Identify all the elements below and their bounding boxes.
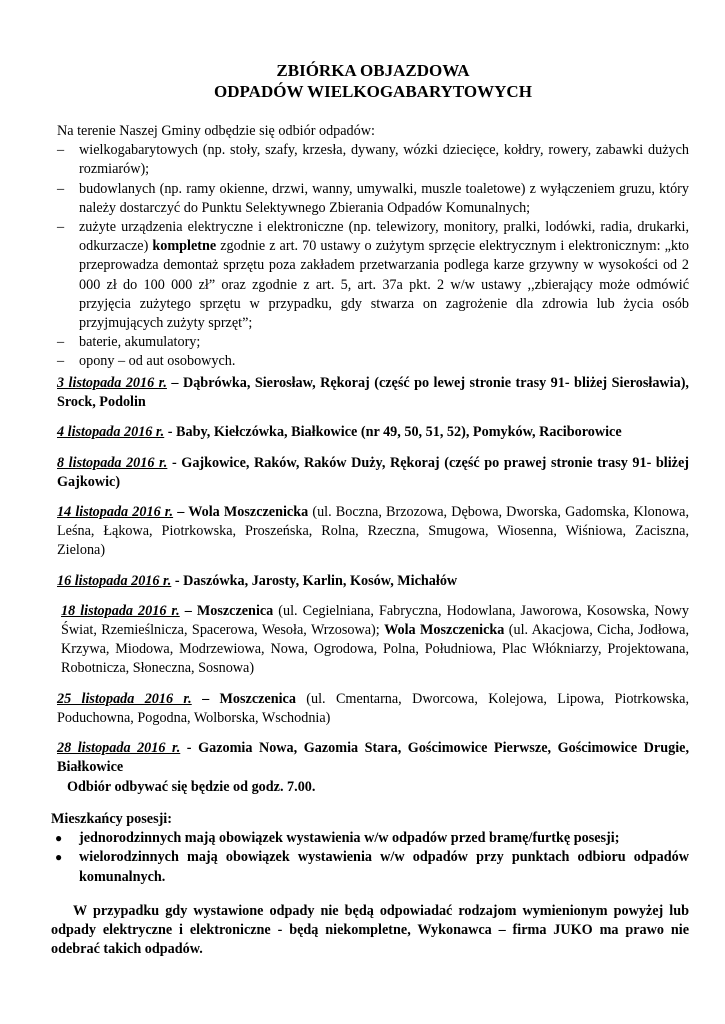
list-item	[57, 218, 689, 333]
bullet-icon: ●	[55, 831, 63, 846]
dash-marker: –	[57, 353, 65, 370]
schedule-localities: Dąbrówka, Sierosław, Rękoraj (część po lewej stronie trasy 91- bliżej Sierosławia), Srock, Podolin	[57, 375, 689, 411]
schedule-date: 18 listopada 2016 r.	[61, 602, 180, 619]
collection-schedule	[57, 374, 689, 788]
schedule-streets-2: (ul. Akacjowa, Cicha, Jodłowa, Krzywa, Miodowa, Modrzewiowa, Nowa, Ogrodowa, Polna, Południowa, Plac Włókniarzy, Projektowana, Robotnicza, Słoneczna, Sosnowa)	[61, 622, 690, 677]
schedule-localities-2: Wola Moszczenicka	[384, 622, 505, 639]
pickup-time: Odbiór odbywać się będzie od godz. 7.00.	[67, 779, 316, 795]
intro-section	[57, 122, 689, 372]
closing-note: W przypadku gdy wystawione odpady nie będą odpowiadać rodzajom wymienionym powyżej lub odpady elektryczne i elektroniczne - będą niekompletne, Wykonawca – firma JUKO ma prawo nie odebrać takich odpadów.	[51, 903, 689, 958]
list-item	[51, 829, 689, 848]
document-title	[57, 60, 689, 102]
schedule-separator: -	[180, 740, 199, 757]
schedule-date: 3 listopada 2016 r.	[57, 375, 167, 391]
schedule-localities: Gajkowice, Raków, Raków Duży, Rękoraj (część po prawej stronie trasy 91- bliżej Gajkowic)	[57, 454, 690, 490]
item-text: wielorodzinnych mają obowiązek wystawienia w/w odpadów przy punktach odbioru odpadów komunalnych.	[79, 849, 689, 885]
schedule-entry	[57, 454, 689, 492]
item-text-electro-bold: kompletne	[152, 238, 217, 255]
item-text-electro-before: zużyte urządzenia elektryczne i elektroniczne (np. telewizory, monitory, pralki, lodówki, radia, drukarki, odkurzacze)	[79, 219, 689, 255]
title-line-2: ODPADÓW WIELKOGABARYTOWYCH	[214, 82, 532, 101]
item-text: wielkogabarytowych (np. stoły, szafy, krzesła, dywany, wózki dziecięce, kołdry, rowery, zabawki dużych rozmiarów);	[79, 142, 689, 178]
schedule-separator: -	[164, 424, 177, 441]
dash-marker: –	[57, 142, 65, 159]
schedule-entry	[57, 690, 689, 728]
schedule-localities: Baby, Kiełczówka, Białkowice (nr 49, 50, 51, 52), Pomyków, Raciborowice	[176, 424, 622, 441]
schedule-streets: (ul. Cegielniana, Fabryczna, Hodowlana, Jaworowa, Kosowska, Nowy Świat, Rzemieślnicza, Spacerowa, Wesoła, Wrzosowa);	[61, 602, 689, 639]
item-text: opony – od aut osobowych.	[79, 353, 236, 370]
schedule-localities: Wola Moszczenicka	[188, 504, 309, 521]
schedule-streets: (ul. Boczna, Brzozowa, Dębowa, Dworska, Gadomska, Klonowa, Leśna, Łąkowa, Piotrkowska, Proszeńska, Rolna, Rzeczna, Smugowa, Wiosenna, Wiśniowa, Zaciszna, Zielona)	[57, 504, 690, 559]
list-item	[57, 180, 689, 218]
item-text: jednorodzinnych mają obowiązek wystawienia w/w odpadów przed bramę/furtkę posesji;	[79, 830, 620, 847]
schedule-entry	[57, 374, 689, 412]
schedule-date: 25 listopada 2016 r.	[57, 690, 192, 707]
schedule-entry	[57, 503, 689, 561]
item-text-electro-after: zgodnie z art. 70 ustawy o zużytym sprzęcie elektrycznym i elektronicznym: „kto przeprowadza demontaż sprzętu poza zakładem przetwarzania podlega karze grzywny w wysokości od 2 000 zł do 100 000 zł” oraz zgodnie z art. 5, art. 37a pkt. 2 w/w ustawy ,,zbierający może odmówić przyjęcia zużytego sprzętu w przypadku, gdy stwarza on zagrożenie dla zdrowia lub życia osób przyjmujących zużyty sprzęt”;	[79, 238, 689, 332]
schedule-streets: (ul. Cmentarna, Dworcowa, Kolejowa, Lipowa, Piotrkowska, Poduchowna, Pogodna, Wolborska, Wschodnia)	[57, 690, 689, 726]
schedule-separator: -	[171, 572, 184, 589]
title-line-1: ZBIÓRKA OBJAZDOWA	[276, 61, 470, 80]
intro-lead: Na terenie Naszej Gminy odbędzie się odbiór odpadów:	[57, 123, 375, 139]
residents-list	[51, 829, 689, 887]
list-item	[51, 848, 689, 886]
schedule-separator: –	[166, 375, 183, 391]
schedule-separator: –	[179, 602, 197, 619]
schedule-localities: Moszczenica	[196, 602, 274, 619]
schedule-entry	[57, 572, 689, 591]
list-item	[57, 352, 689, 371]
dash-marker: –	[57, 334, 65, 351]
schedule-entry	[57, 739, 689, 777]
dash-marker: –	[57, 180, 65, 197]
residents-heading: Mieszkańcy posesji:	[51, 811, 172, 827]
schedule-separator: –	[173, 504, 189, 521]
item-text: baterie, akumulatory;	[79, 334, 201, 351]
schedule-entry	[57, 423, 689, 442]
schedule-date: 28 listopada 2016 r.	[57, 740, 181, 757]
residents-section	[51, 810, 689, 887]
schedule-date: 16 listopada 2016 r.	[57, 572, 172, 589]
schedule-localities: Moszczenica	[219, 690, 296, 707]
schedule-localities: Gazomia Nowa, Gazomia Stara, Gościmowice Pierwsze, Gościmowice Drugie, Białkowice	[57, 740, 689, 776]
dash-marker: –	[57, 219, 65, 236]
schedule-entry	[57, 602, 689, 679]
schedule-date: 4 listopada 2016 r.	[57, 424, 165, 441]
schedule-localities: Daszówka, Jarosty, Karlin, Kosów, Michałów	[183, 572, 458, 589]
schedule-separator: –	[191, 690, 220, 707]
schedule-date: 8 listopada 2016 r.	[57, 454, 168, 471]
waste-types-list	[57, 141, 689, 371]
list-item	[57, 141, 689, 179]
list-item	[57, 333, 689, 352]
schedule-date: 14 listopada 2016 r.	[57, 504, 174, 521]
item-text: budowlanych (np. ramy okienne, drzwi, wanny, umywalki, muszle toaletowe) z wyłączeniem gruzu, który należy dostarczyć do Punktu Selektywnego Zbierania Odpadów Komunalnych;	[79, 180, 689, 216]
bullet-icon: ●	[55, 850, 63, 865]
schedule-separator: -	[167, 454, 182, 471]
